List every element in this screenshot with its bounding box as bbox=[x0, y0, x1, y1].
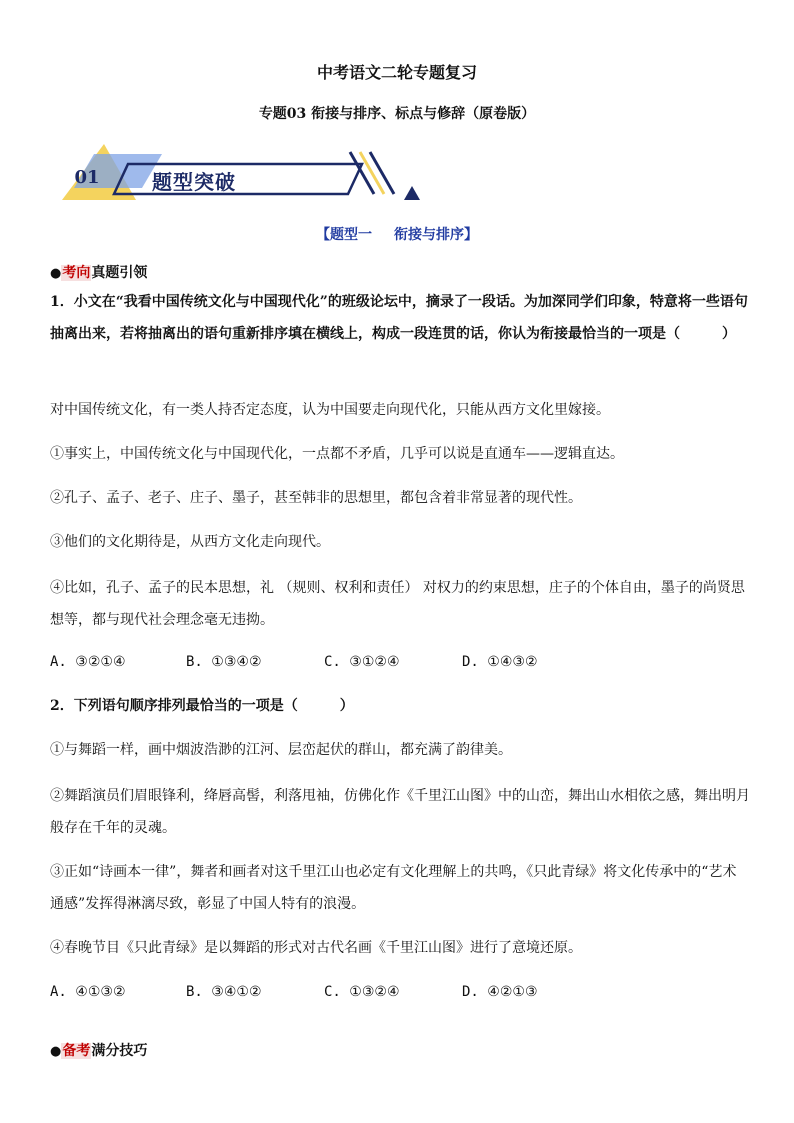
type-heading-name: 衔接与排序】 bbox=[394, 227, 478, 243]
option-a: A. ③②①④ bbox=[50, 654, 126, 670]
question-2-sentence-4: ④春晚节目《只此青绿》是以舞蹈的形式对古代名画《千里江山图》进行了意境还原。 bbox=[50, 940, 582, 956]
question-1-sentence-3: ③他们的文化期待是，从西方文化走向现代。 bbox=[50, 534, 330, 550]
document-subtitle: 专题03 衔接与排序、标点与修辞（原卷版） bbox=[258, 106, 536, 122]
question-1-sentence-2: ②孔子、孟子、老子、庄子、墨子，甚至韩非的思想里，都包含着非常显著的现代性。 bbox=[50, 490, 582, 506]
document-title: 中考语文二轮专题复习 bbox=[316, 63, 477, 82]
section-label: 满分技巧 bbox=[91, 1043, 148, 1059]
banner-number: 01 bbox=[74, 167, 100, 188]
option-b: B. ①③④② bbox=[186, 654, 262, 670]
type-heading-open: 【题型一 bbox=[316, 227, 372, 243]
option-c: C. ③①②④ bbox=[324, 654, 400, 670]
section-banner bbox=[56, 142, 426, 204]
question-2-sentence-2: ②舞蹈演员们眉眼锋利，绛唇高髻，利落甩袖，仿佛化作《千里江山图》中的山峦，舞出山水相依之感，舞出明月般存在千年的灵魂。 bbox=[50, 788, 750, 836]
question-1-stem: 1．小文在“我看中国传统文化与中国现代化”的班级论坛中，摘录了一段话。为加深同学们印象，特意将一些语句抽离出来，若将抽离出的语句重新排序填在横线上，构成一段连贯的话，你认为衔接最恰当的一项是（ ） bbox=[50, 294, 748, 342]
section-label: 真题引领 bbox=[91, 265, 148, 281]
option-d: D. ④②①③ bbox=[462, 984, 538, 1000]
option-a: A. ④①③② bbox=[50, 984, 126, 1000]
banner-label: 题型突破 bbox=[152, 170, 236, 194]
type-heading bbox=[0, 224, 794, 244]
question-1-sentence-4: ④比如，孔子、孟子的民本思想，礼 （规则、权利和责任） 对权力的约束思想，庄子的个体自由，墨子的尚贤思想等，都与现代社会理念毫无违拗。 bbox=[50, 580, 745, 628]
question-2-sentence-1: ①与舞蹈一样，画中烟波浩渺的江河、层峦起伏的群山，都充满了韵律美。 bbox=[50, 742, 512, 758]
section-heading-beikao bbox=[50, 1040, 147, 1060]
question-1-sentence-1: ①事实上，中国传统文化与中国现代化，一点都不矛盾，几乎可以说是直通车——逻辑直达。 bbox=[50, 446, 624, 462]
bullet-icon: ● bbox=[50, 266, 62, 281]
question-1-intro: 对中国传统文化，有一类人持否定态度，认为中国要走向现代化，只能从西方文化里嫁接。 bbox=[50, 402, 610, 418]
section-highlight: 考向 bbox=[62, 265, 91, 281]
section-heading-kaoxiang bbox=[50, 262, 147, 282]
option-d: D. ①④③② bbox=[462, 654, 538, 670]
question-2-sentence-3: ③正如“诗画本一律”，舞者和画者对这千里江山也必定有文化理解上的共鸣，《只此青绿》将文化传承中的“艺术通感”发挥得淋漓尽致，彰显了中国人特有的浪漫。 bbox=[50, 864, 737, 912]
option-b: B. ③④①② bbox=[186, 984, 262, 1000]
question-2-stem: 2．下列语句顺序排列最恰当的一项是（ ） bbox=[50, 698, 354, 714]
banner-small-triangle bbox=[404, 186, 420, 200]
section-highlight: 备考 bbox=[62, 1043, 91, 1059]
bullet-icon: ● bbox=[50, 1044, 62, 1059]
option-c: C. ①③②④ bbox=[324, 984, 400, 1000]
